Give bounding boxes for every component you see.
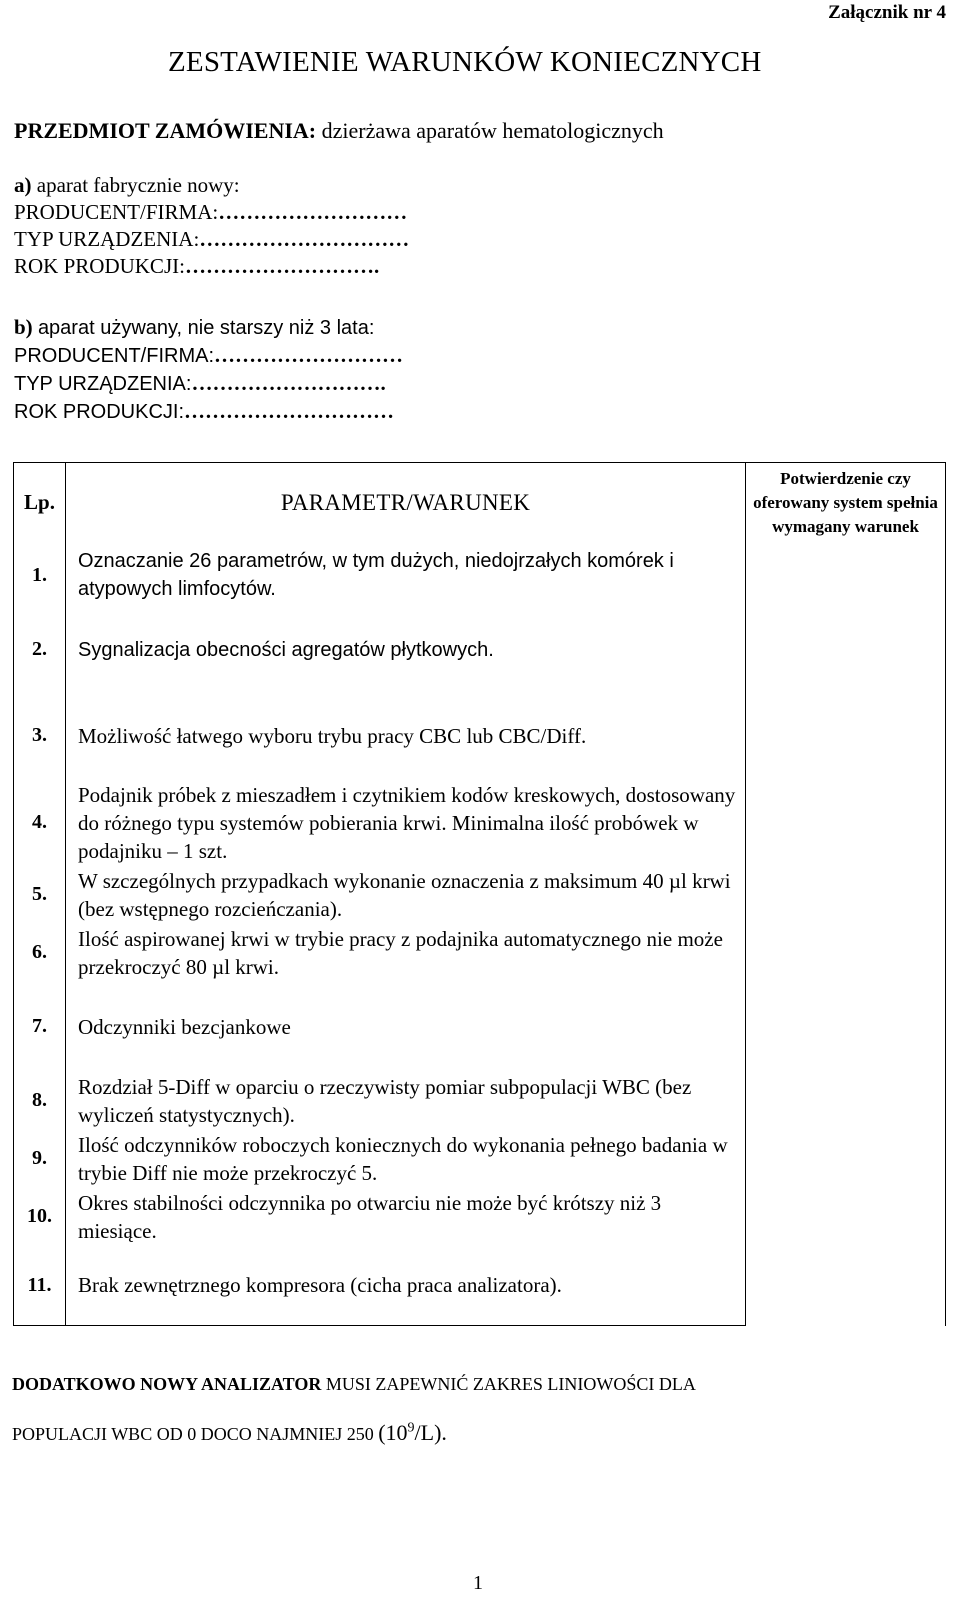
additional-requirement-line1 <box>12 1374 696 1395</box>
option-a-type-label: TYP URZĄDZENIA: <box>14 227 200 251</box>
option-a-type-field[interactable]: ………………………… <box>199 227 410 251</box>
option-a-block <box>14 172 409 280</box>
row-lp: 11. <box>14 1246 66 1326</box>
option-b-marker: b) <box>14 315 33 339</box>
option-a-producer-label: PRODUCENT/FIRMA: <box>14 200 219 224</box>
order-subject-value: dzierżawa aparatów hematologicznych <box>321 118 664 143</box>
option-a-heading: aparat fabrycznie nowy: <box>36 173 240 197</box>
row-lp: 4. <box>14 780 66 866</box>
row-lp: 3. <box>14 692 66 780</box>
additional-rest: MUSI ZAPEWNIĆ ZAKRES LINIOWOŚCI DLA <box>325 1374 696 1394</box>
row-lp: 2. <box>14 608 66 692</box>
header-confirmation: Potwierdzenie czy oferowany system spełnia wymagany warunek <box>746 463 946 608</box>
additional-unit <box>378 1420 447 1445</box>
row-lp: 5. <box>14 866 66 924</box>
page-number: 1 <box>473 1572 483 1594</box>
option-b-type-field[interactable]: ………………………. <box>191 371 386 395</box>
option-b-block <box>14 314 403 426</box>
row-text: Rozdział 5-Diff w oparciu o rzeczywisty pomiar subpopulacji WBC (bez wyliczeń statystycznych). <box>66 1072 746 1130</box>
option-a-year-field[interactable]: ………………………. <box>184 254 380 278</box>
order-subject <box>14 118 664 144</box>
row-text: Okres stabilności odczynnika po otwarciu nie może być krótszy niż 3 miesiące. <box>66 1188 746 1246</box>
page-title: ZESTAWIENIE WARUNKÓW KONIECZNYCH <box>168 46 762 78</box>
unit-open: (10 <box>378 1420 408 1445</box>
row-lp: 6. <box>14 924 66 982</box>
row-lp: 10. <box>14 1188 66 1246</box>
row-text: Ilość odczynników roboczych koniecznych do wykonania pełnego badania w trybie Diff nie może przekroczyć 5. <box>66 1130 746 1188</box>
row-text: Brak zewnętrznego kompresora (cicha praca analizatora). <box>66 1246 746 1326</box>
row-lp: 1. <box>14 543 66 608</box>
row-text: Oznaczanie 26 parametrów, w tym dużych, niedojrzałych komórek i atypowych limfocytów. <box>66 543 746 608</box>
row-lp: 8. <box>14 1072 66 1130</box>
option-b-type-label: TYP URZĄDZENIA: <box>14 373 192 395</box>
option-a-producer-field[interactable]: ……………………… <box>218 200 408 224</box>
annex-label: Załącznik nr 4 <box>828 2 946 23</box>
row-text: Ilość aspirowanej krwi w trybie pracy z podajnika automatycznego nie może przekroczyć 80 µl krwi. <box>66 924 746 982</box>
row-lp: 9. <box>14 1130 66 1188</box>
additional-line2: POPULACJI WBC OD 0 DOCO NAJMNIEJ 250 <box>12 1424 374 1444</box>
header-parameter: PARAMETR/WARUNEK <box>66 463 746 543</box>
confirmation-cell[interactable] <box>746 608 946 1326</box>
requirements-table <box>13 462 946 1326</box>
option-b-year-field[interactable]: ………………………… <box>184 399 395 423</box>
option-b-producer-label: PRODUCENT/FIRMA: <box>14 345 214 367</box>
row-text: Możliwość łatwego wyboru trybu pracy CBC lub CBC/Diff. <box>66 692 746 780</box>
unit-close: /L). <box>414 1420 447 1445</box>
row-text: Odczynniki bezcjankowe <box>66 982 746 1072</box>
row-text: Podajnik próbek z mieszadłem i czytnikiem kodów kreskowych, dostosowany do różnego typu systemów pobierania krwi. Minimalna ilość probówek w podajniku – 1 szt. <box>66 780 746 866</box>
option-b-producer-field[interactable]: ……………………… <box>214 343 403 367</box>
order-subject-label: PRZEDMIOT ZAMÓWIENIA: <box>14 118 317 143</box>
option-b-year-label: ROK PRODUKCJI: <box>14 401 185 423</box>
row-text: Sygnalizacja obecności agregatów płytkowych. <box>66 608 746 692</box>
option-a-year-label: ROK PRODUKCJI: <box>14 254 185 278</box>
additional-bold: DODATKOWO NOWY ANALIZATOR <box>12 1374 322 1394</box>
row-text: W szczególnych przypadkach wykonanie oznaczenia z maksimum 40 µl krwi (bez wstępnego rozcieńczania). <box>66 866 746 924</box>
row-lp: 7. <box>14 982 66 1072</box>
option-b-heading: aparat używany, nie starszy niż 3 lata: <box>37 317 375 339</box>
unit-exponent: 9 <box>407 1420 415 1436</box>
header-lp: Lp. <box>14 463 66 543</box>
option-a-marker: a) <box>14 173 32 197</box>
additional-requirement-line2 <box>12 1420 447 1446</box>
